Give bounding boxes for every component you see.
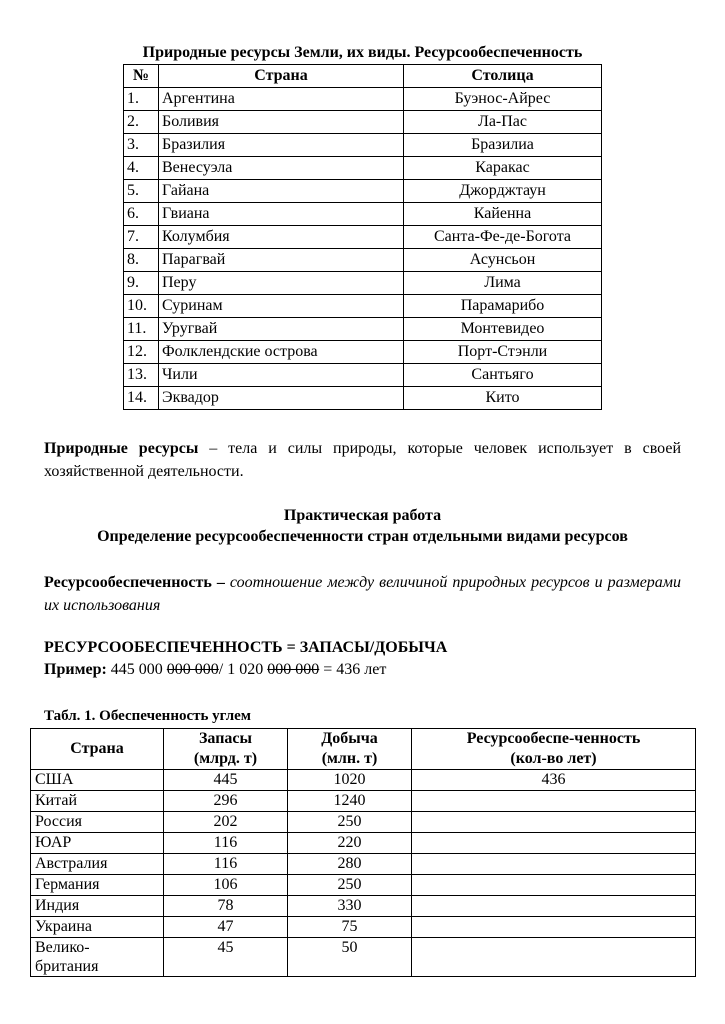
example-strike2: 000 000 xyxy=(267,661,320,678)
cell-country: Парагвай xyxy=(159,249,404,272)
table-row xyxy=(124,88,602,111)
cell-reserves: 106 xyxy=(164,875,288,896)
cell-country-text: Россия xyxy=(35,813,83,830)
cell-number: 2. xyxy=(124,111,159,134)
header-reserves-line1: Запасы xyxy=(198,730,253,747)
header-supply xyxy=(412,729,696,770)
cell-number: 11. xyxy=(124,318,159,341)
table-row xyxy=(31,854,696,875)
cell-supply xyxy=(412,875,696,896)
example-part3: = 436 лет xyxy=(319,661,387,678)
header-production xyxy=(288,729,412,770)
cell-capital: Кито xyxy=(404,387,602,410)
resource-text: соотношение между величиной природных ресурсов и размерами их использования xyxy=(44,574,682,614)
cell-production: 280 xyxy=(288,854,412,875)
resource-definition xyxy=(44,571,681,617)
cell-country xyxy=(31,854,164,875)
table-row xyxy=(124,203,602,226)
practical-heading: Практическая работа xyxy=(283,507,442,524)
page-title: Природные ресурсы Земли, их виды. Ресурсообеспеченность xyxy=(142,44,583,61)
cell-capital: Порт-Стэнли xyxy=(404,341,602,364)
cell-country: Уругвай xyxy=(159,318,404,341)
cell-reserves: 78 xyxy=(164,896,288,917)
table-row xyxy=(31,833,696,854)
cell-country xyxy=(31,896,164,917)
example-strike1: 000 000 xyxy=(166,661,219,678)
cell-country: Бразилия xyxy=(159,134,404,157)
cell-number: 6. xyxy=(124,203,159,226)
table-row xyxy=(31,917,696,938)
cell-reserves: 445 xyxy=(164,770,288,791)
cell-country-text: Велико- xyxy=(35,939,90,956)
cell-country: Гвиана xyxy=(159,203,404,226)
cell-reserves: 47 xyxy=(164,917,288,938)
table-row xyxy=(124,272,602,295)
cell-production: 250 xyxy=(288,875,412,896)
table-row xyxy=(124,295,602,318)
header-supply-line1: Ресурсообеспе-ченность xyxy=(466,730,641,747)
cell-capital: Сантьяго xyxy=(404,364,602,387)
cell-number: 12. xyxy=(124,341,159,364)
table-header-row xyxy=(124,65,602,88)
cell-capital: Каракас xyxy=(404,157,602,180)
table-row xyxy=(31,875,696,896)
cell-country-text: Китай xyxy=(35,792,78,809)
table-row xyxy=(124,180,602,203)
cell-production: 330 xyxy=(288,896,412,917)
cell-country xyxy=(31,791,164,812)
cell-capital: Асунсьон xyxy=(404,249,602,272)
table-header-row xyxy=(31,729,696,770)
table-row xyxy=(124,226,602,249)
header-country: Страна xyxy=(159,65,404,88)
header-number: № xyxy=(124,65,159,88)
table-row xyxy=(124,318,602,341)
header-production-line1: Добыча xyxy=(321,730,378,747)
cell-reserves: 116 xyxy=(164,854,288,875)
cell-supply xyxy=(412,812,696,833)
cell-country-text: ЮАР xyxy=(35,834,72,851)
table-row xyxy=(124,364,602,387)
cell-supply xyxy=(412,791,696,812)
cell-country: Аргентина xyxy=(159,88,404,111)
cell-country: Эквадор xyxy=(159,387,404,410)
table-row xyxy=(31,812,696,833)
cell-number: 8. xyxy=(124,249,159,272)
cell-capital: Кайенна xyxy=(404,203,602,226)
table-row xyxy=(31,770,696,791)
cell-capital: Парамарибо xyxy=(404,295,602,318)
cell-number: 3. xyxy=(124,134,159,157)
cell-number: 5. xyxy=(124,180,159,203)
cell-country: Колумбия xyxy=(159,226,404,249)
cell-country-text: Австралия xyxy=(35,855,108,872)
definition-paragraph xyxy=(44,437,681,483)
cell-reserves: 202 xyxy=(164,812,288,833)
practical-subheading: Определение ресурсообеспеченности стран отдельными видами ресурсов xyxy=(97,528,628,545)
cell-country-text: США xyxy=(35,771,74,788)
resource-term: Ресурсообеспеченность – xyxy=(44,574,225,591)
table-caption: Табл. 1. Обеспеченность углем xyxy=(44,708,252,724)
cell-number: 7. xyxy=(124,226,159,249)
cell-number: 13. xyxy=(124,364,159,387)
cell-reserves: 296 xyxy=(164,791,288,812)
cell-production: 50 xyxy=(288,938,412,977)
table-row xyxy=(31,938,696,977)
header-capital: Столица xyxy=(404,65,602,88)
table-row xyxy=(31,791,696,812)
cell-country xyxy=(31,875,164,896)
table-row xyxy=(124,387,602,410)
cell-country-text: Украина xyxy=(35,918,93,935)
table-row xyxy=(31,896,696,917)
cell-reserves: 45 xyxy=(164,938,288,977)
header-production-line2: (млн. т) xyxy=(321,750,378,767)
example-label: Пример: xyxy=(44,661,107,678)
formula: РЕСУРСООБЕСПЕЧЕННОСТЬ = ЗАПАСЫ/ДОБЫЧА xyxy=(44,639,448,656)
definition-term: Природные ресурсы xyxy=(44,440,199,457)
definition-text: – тела и силы природы, которые человек использует в своей хозяйственной деятельности. xyxy=(44,440,682,480)
cell-number: 4. xyxy=(124,157,159,180)
table-row xyxy=(124,157,602,180)
cell-number: 10. xyxy=(124,295,159,318)
table-row xyxy=(124,249,602,272)
cell-country xyxy=(31,938,164,977)
cell-number: 1. xyxy=(124,88,159,111)
header-supply-line2: (кол-во лет) xyxy=(510,750,597,767)
cell-country xyxy=(31,833,164,854)
cell-country-text: Германия xyxy=(35,876,100,893)
example-line xyxy=(44,661,386,679)
cell-country xyxy=(31,770,164,791)
example-part1: 445 000 xyxy=(106,661,167,678)
table-row xyxy=(124,134,602,157)
cell-country xyxy=(31,917,164,938)
cell-supply xyxy=(412,896,696,917)
table-row xyxy=(124,111,602,134)
cell-number: 14. xyxy=(124,387,159,410)
cell-capital: Буэнос-Айрес xyxy=(404,88,602,111)
cell-production: 1020 xyxy=(288,770,412,791)
cell-production: 220 xyxy=(288,833,412,854)
cell-supply xyxy=(412,854,696,875)
cell-capital: Лима xyxy=(404,272,602,295)
cell-country: Боливия xyxy=(159,111,404,134)
header-country: Страна xyxy=(31,729,164,770)
cell-reserves: 116 xyxy=(164,833,288,854)
cell-country-text-2: британия xyxy=(35,958,99,975)
cell-capital: Монтевидео xyxy=(404,318,602,341)
coal-table xyxy=(30,728,696,977)
cell-supply xyxy=(412,938,696,977)
cell-supply: 436 xyxy=(412,770,696,791)
cell-capital: Санта-Фе-де-Богота xyxy=(404,226,602,249)
table-row xyxy=(124,341,602,364)
cell-number: 9. xyxy=(124,272,159,295)
cell-country: Перу xyxy=(159,272,404,295)
cell-production: 250 xyxy=(288,812,412,833)
cell-supply xyxy=(412,833,696,854)
cell-supply xyxy=(412,917,696,938)
cell-country xyxy=(31,812,164,833)
capitals-table xyxy=(123,64,602,410)
cell-capital: Бразилиа xyxy=(404,134,602,157)
cell-capital: Джорджтаун xyxy=(404,180,602,203)
cell-capital: Ла-Пас xyxy=(404,111,602,134)
cell-country: Суринам xyxy=(159,295,404,318)
cell-country: Чили xyxy=(159,364,404,387)
cell-country: Венесуэла xyxy=(159,157,404,180)
header-reserves xyxy=(164,729,288,770)
cell-country: Гайана xyxy=(159,180,404,203)
cell-production: 75 xyxy=(288,917,412,938)
example-part2: / 1 020 xyxy=(218,661,268,678)
cell-country-text: Индия xyxy=(35,897,80,914)
cell-country: Фолклендские острова xyxy=(159,341,404,364)
header-reserves-line2: (млрд. т) xyxy=(193,750,258,767)
cell-production: 1240 xyxy=(288,791,412,812)
